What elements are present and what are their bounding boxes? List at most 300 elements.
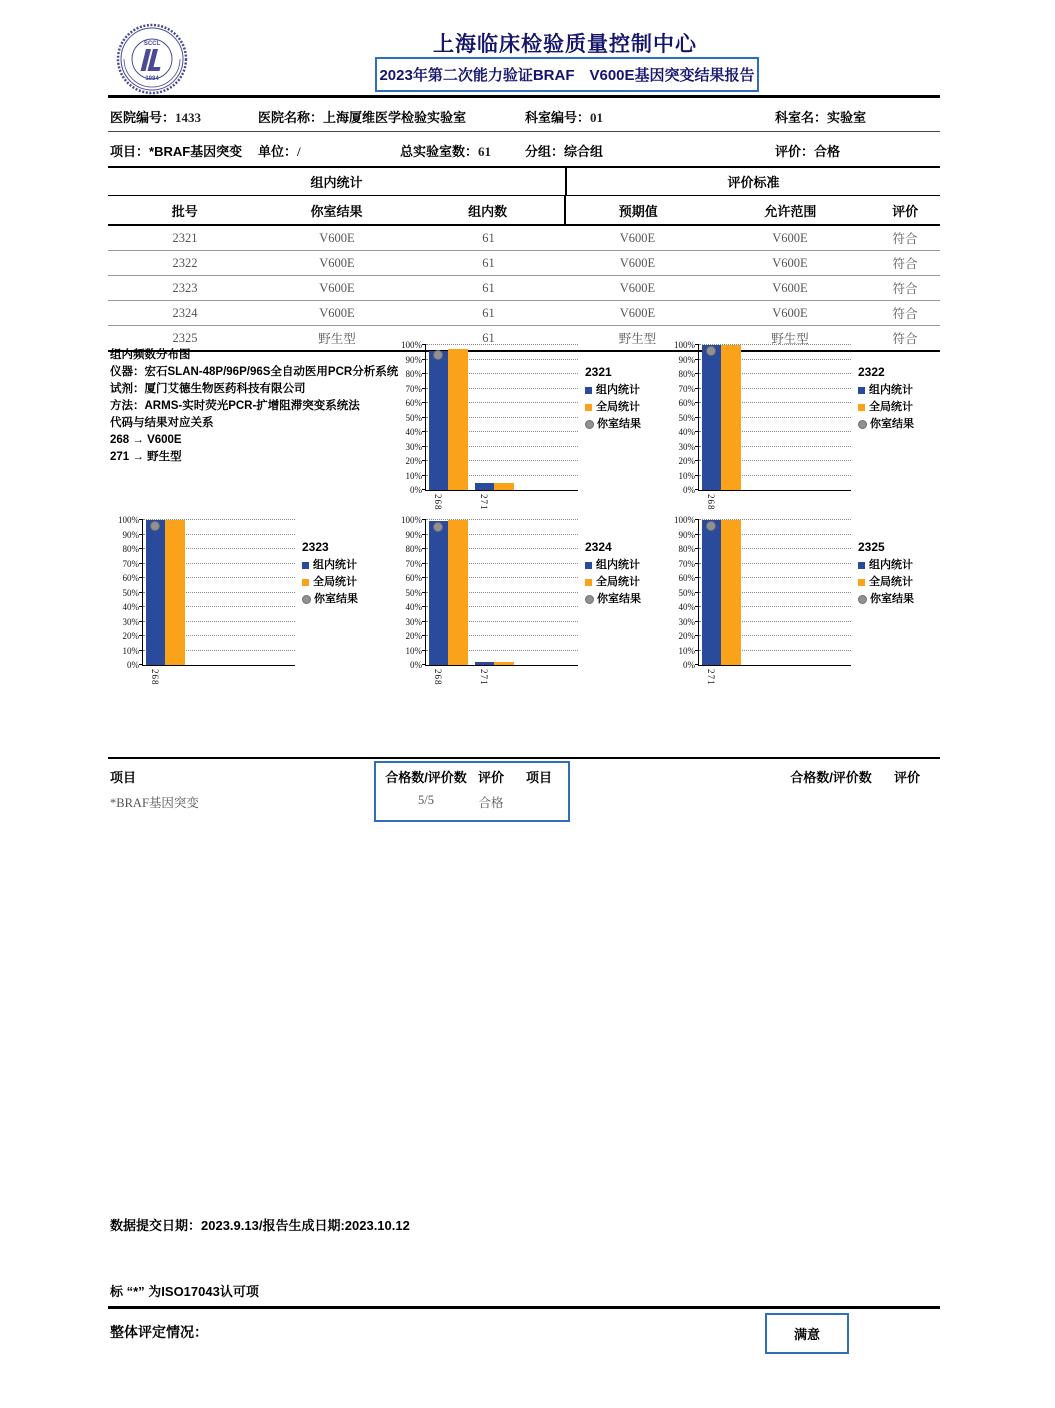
axis-tick bbox=[139, 650, 143, 651]
svg-text:SCCL: SCCL bbox=[143, 41, 161, 47]
axis-tick bbox=[422, 606, 426, 607]
hospital-name-field bbox=[258, 107, 466, 126]
cell-expected: V600E bbox=[619, 255, 656, 270]
x-axis-labels bbox=[426, 667, 578, 697]
axis-tick bbox=[422, 664, 426, 665]
bar-global-stat bbox=[721, 345, 741, 490]
axis-tick bbox=[695, 606, 699, 607]
x-axis-labels bbox=[143, 667, 295, 697]
cell-expected: 野生型 bbox=[618, 332, 657, 346]
legend-item bbox=[858, 382, 914, 399]
results-table bbox=[108, 166, 940, 352]
y-tick-label: 60% bbox=[405, 398, 422, 408]
frequency-chart-2322 bbox=[668, 340, 914, 511]
dept-name-label: 科室名： bbox=[775, 110, 828, 125]
item-field bbox=[110, 141, 242, 160]
code-map-title: 代码与结果对应关系 bbox=[110, 417, 214, 429]
y-tick-label: 60% bbox=[122, 573, 139, 583]
y-tick-label: 90% bbox=[405, 354, 422, 365]
y-tick-label: 50% bbox=[405, 412, 422, 423]
cell-expected: V600E bbox=[619, 305, 656, 320]
axis-tick bbox=[695, 489, 699, 490]
y-tick-label: 20% bbox=[678, 456, 695, 466]
hospital-name-value: 上海厦维医学检验实验室 bbox=[323, 110, 467, 125]
plot-area bbox=[425, 345, 578, 511]
report-title: 2023年第二次能力验证BRAF V600E基因突变结果报告 bbox=[379, 67, 755, 84]
y-tick-label: 50% bbox=[678, 412, 695, 423]
cell-group-count: 61 bbox=[482, 305, 495, 320]
y-tick-label: 40% bbox=[405, 602, 422, 612]
table-row bbox=[108, 226, 940, 251]
cell-allowed: V600E bbox=[772, 255, 808, 270]
y-tick-label: 40% bbox=[405, 427, 422, 437]
eval-field bbox=[775, 141, 840, 160]
chart-legend bbox=[858, 520, 914, 608]
col-allowed: 允许范围 bbox=[764, 203, 817, 219]
frequency-chart-2323 bbox=[112, 515, 358, 686]
method-line: 方法：ARMS-实时荧光PCR-扩增阻滞突变系统法 bbox=[110, 400, 360, 412]
eval-value: 合格 bbox=[814, 144, 841, 159]
legend-item bbox=[858, 591, 914, 608]
y-tick-label: 0% bbox=[410, 660, 422, 670]
cell-eval: 符合 bbox=[892, 257, 918, 271]
legend-square-icon bbox=[858, 562, 865, 569]
x-tick-label: 271 bbox=[706, 669, 716, 686]
y-tick-label: 80% bbox=[678, 544, 695, 554]
y-tick-label: 20% bbox=[122, 631, 139, 641]
y-tick-label: 90% bbox=[678, 354, 695, 365]
code-map-268: 268 → V600E bbox=[110, 434, 182, 446]
bar-group-stat bbox=[429, 351, 448, 490]
plot-area bbox=[698, 520, 851, 686]
iso-note: 标 “*” 为ISO17043认可项 bbox=[110, 1284, 259, 1299]
legend-item bbox=[858, 574, 914, 591]
legend-square-icon bbox=[858, 579, 865, 586]
cell-your-result: V600E bbox=[319, 280, 355, 295]
bar-group-stat bbox=[429, 521, 448, 665]
legend-square-icon bbox=[858, 404, 865, 411]
bar-global-stat bbox=[494, 662, 514, 665]
bar-global-stat bbox=[165, 520, 185, 665]
reagent-line: 试剂：厦门艾德生物医药科技有限公司 bbox=[110, 383, 306, 395]
dept-no-field bbox=[525, 107, 603, 126]
cell-batch: 2321 bbox=[172, 230, 198, 245]
summary-col-item: 项目 bbox=[110, 770, 137, 785]
y-tick-label: 30% bbox=[405, 441, 422, 452]
plot-area bbox=[142, 520, 295, 686]
eval-label: 评价： bbox=[775, 144, 815, 159]
table-column-header bbox=[108, 196, 940, 226]
summary-col-eval: 评价 bbox=[477, 770, 504, 785]
axis-tick bbox=[695, 577, 699, 578]
your-result-dot bbox=[150, 521, 160, 531]
legend-square-icon bbox=[585, 387, 592, 394]
total-labs-value: 61 bbox=[478, 144, 492, 159]
axis-tick bbox=[422, 489, 426, 490]
divider bbox=[108, 757, 940, 759]
axis-tick bbox=[695, 388, 699, 389]
axis-tick bbox=[422, 577, 426, 578]
legend-item bbox=[585, 382, 641, 399]
y-tick-label: 20% bbox=[405, 631, 422, 641]
col-your-result: 你室结果 bbox=[310, 203, 363, 219]
cell-your-result: 野生型 bbox=[318, 332, 356, 346]
axis-tick bbox=[422, 373, 426, 374]
axis-tick bbox=[695, 635, 699, 636]
dept-no-value: 01 bbox=[590, 110, 604, 125]
divider bbox=[108, 95, 940, 98]
summary-col-pass: 合格数/评价数 bbox=[385, 770, 467, 785]
y-tick-label: 0% bbox=[683, 485, 695, 495]
y-axis bbox=[395, 340, 425, 495]
col-eval: 评价 bbox=[892, 203, 919, 219]
legend-label: 你室结果 bbox=[870, 593, 914, 605]
axis-tick bbox=[695, 460, 699, 461]
legend-label: 你室结果 bbox=[597, 418, 641, 430]
legend-dot-icon bbox=[585, 420, 594, 429]
y-tick-label: 30% bbox=[122, 616, 139, 627]
bar-global-stat bbox=[721, 520, 741, 665]
axis-tick bbox=[422, 592, 426, 593]
legend-item bbox=[585, 591, 641, 608]
bar-group-stat bbox=[475, 662, 494, 665]
hospital-name-label: 医院名称： bbox=[258, 110, 324, 125]
axis-tick bbox=[695, 548, 699, 549]
bar-global-stat bbox=[448, 349, 468, 490]
legend-batch-title: 2322 bbox=[858, 365, 885, 379]
axis-tick bbox=[139, 577, 143, 578]
y-tick-label: 0% bbox=[127, 660, 139, 670]
y-tick-label: 50% bbox=[405, 587, 422, 598]
summary-col-item2: 项目 bbox=[525, 770, 552, 785]
axis-tick bbox=[422, 359, 426, 360]
y-tick-label: 80% bbox=[405, 369, 422, 379]
chart-legend bbox=[585, 345, 641, 433]
axis-tick bbox=[139, 548, 143, 549]
axis-tick bbox=[422, 621, 426, 622]
axis-tick bbox=[695, 344, 699, 345]
y-axis bbox=[112, 515, 142, 670]
y-tick-label: 70% bbox=[405, 558, 422, 569]
axis-tick bbox=[422, 417, 426, 418]
axis-tick bbox=[422, 563, 426, 564]
dept-no-label: 科室编号： bbox=[525, 110, 591, 125]
your-result-dot bbox=[706, 521, 716, 531]
axis-tick bbox=[139, 621, 143, 622]
legend-dot-icon bbox=[585, 595, 594, 604]
legend-item bbox=[302, 591, 358, 608]
instrument-line: 仪器：宏石SLAN-48P/96P/96S全自动医用PCR分析系统 bbox=[110, 366, 399, 378]
y-tick-label: 40% bbox=[678, 427, 695, 437]
cell-batch: 2324 bbox=[172, 305, 198, 320]
axis-tick bbox=[422, 650, 426, 651]
y-tick-label: 30% bbox=[678, 616, 695, 627]
legend-item bbox=[302, 557, 358, 574]
frequency-chart-2321 bbox=[395, 340, 641, 511]
frequency-chart-2325 bbox=[668, 515, 914, 686]
y-tick-label: 10% bbox=[405, 645, 422, 656]
table-row bbox=[108, 301, 940, 326]
legend-label: 全局统计 bbox=[869, 401, 913, 413]
bar-group-stat bbox=[702, 520, 721, 665]
axis-tick bbox=[695, 402, 699, 403]
hospital-no-label: 医院编号： bbox=[110, 110, 176, 125]
y-tick-label: 90% bbox=[405, 529, 422, 540]
cell-expected: V600E bbox=[619, 280, 656, 295]
y-tick-label: 100% bbox=[118, 515, 139, 525]
y-tick-label: 10% bbox=[122, 645, 139, 656]
group-header-criteria: 评价标准 bbox=[565, 168, 940, 195]
your-result-dot bbox=[706, 346, 716, 356]
overall-evaluation-box bbox=[765, 1313, 849, 1354]
unit-label: 单位： bbox=[258, 144, 298, 159]
cell-allowed: V600E bbox=[772, 305, 808, 320]
y-tick-label: 80% bbox=[122, 544, 139, 554]
cell-your-result: V600E bbox=[319, 255, 355, 270]
table-row bbox=[108, 251, 940, 276]
x-tick-label: 271 bbox=[479, 494, 489, 511]
sccl-seal-icon bbox=[112, 22, 192, 96]
y-tick-label: 30% bbox=[405, 616, 422, 627]
legend-label: 你室结果 bbox=[314, 593, 358, 605]
axis-tick bbox=[422, 519, 426, 520]
axis-tick bbox=[695, 431, 699, 432]
axis-tick bbox=[422, 402, 426, 403]
y-tick-label: 100% bbox=[401, 340, 422, 350]
total-labs-field bbox=[400, 141, 491, 160]
y-tick-label: 10% bbox=[678, 645, 695, 656]
legend-label: 组内统计 bbox=[596, 384, 640, 396]
item-label: 项目： bbox=[110, 144, 150, 159]
axis-tick bbox=[422, 388, 426, 389]
y-tick-label: 70% bbox=[122, 558, 139, 569]
report-title-box bbox=[375, 57, 759, 92]
cell-your-result: V600E bbox=[319, 305, 355, 320]
axis-tick bbox=[422, 635, 426, 636]
x-tick-label: 271 bbox=[479, 669, 489, 686]
x-tick-label: 268 bbox=[433, 669, 443, 686]
axis-tick bbox=[422, 475, 426, 476]
legend-dot-icon bbox=[858, 420, 867, 429]
total-labs-label: 总实验室数： bbox=[400, 144, 479, 159]
legend-label: 全局统计 bbox=[313, 576, 357, 588]
x-axis-labels bbox=[699, 667, 851, 697]
table-row bbox=[108, 276, 940, 301]
y-axis bbox=[668, 340, 698, 495]
cell-expected: V600E bbox=[619, 230, 656, 245]
col-group-count: 组内数 bbox=[468, 203, 508, 219]
divider bbox=[108, 1306, 940, 1309]
cell-batch: 2323 bbox=[172, 280, 198, 295]
axis-tick bbox=[695, 621, 699, 622]
report-dates: 数据提交日期：2023.9.13/报告生成日期:2023.10.12 bbox=[110, 1218, 410, 1233]
legend-batch-title: 2324 bbox=[585, 540, 612, 554]
bar-group-stat bbox=[702, 345, 721, 490]
cell-group-count: 61 bbox=[482, 280, 495, 295]
hospital-no-value: 1433 bbox=[175, 110, 202, 125]
y-tick-label: 100% bbox=[674, 340, 695, 350]
group-label: 分组： bbox=[525, 144, 565, 159]
y-tick-label: 60% bbox=[678, 573, 695, 583]
y-tick-label: 50% bbox=[678, 587, 695, 598]
y-tick-label: 100% bbox=[674, 515, 695, 525]
axis-tick bbox=[695, 373, 699, 374]
legend-square-icon bbox=[585, 404, 592, 411]
summary-eval-value: 合格 bbox=[478, 796, 504, 810]
legend-item bbox=[858, 399, 914, 416]
x-tick-label: 268 bbox=[433, 494, 443, 511]
axis-tick bbox=[139, 519, 143, 520]
legend-dot-icon bbox=[302, 595, 311, 604]
axis-tick bbox=[422, 460, 426, 461]
legend-item bbox=[858, 557, 914, 574]
x-tick-label: 268 bbox=[706, 494, 716, 511]
y-tick-label: 80% bbox=[405, 544, 422, 554]
cell-batch: 2325 bbox=[172, 330, 198, 345]
axis-tick bbox=[695, 417, 699, 418]
plot-area bbox=[698, 345, 851, 511]
cell-group-count: 61 bbox=[482, 230, 495, 245]
org-title: 上海临床检验质量控制中心 bbox=[433, 33, 697, 56]
axis-tick bbox=[695, 650, 699, 651]
bar-group-stat bbox=[146, 520, 165, 665]
x-axis-labels bbox=[426, 492, 578, 522]
plot-area bbox=[425, 520, 578, 686]
cell-allowed: 野生型 bbox=[771, 332, 809, 346]
dept-name-field bbox=[775, 107, 866, 126]
axis-tick bbox=[139, 635, 143, 636]
axis-tick bbox=[695, 664, 699, 665]
y-tick-label: 90% bbox=[678, 529, 695, 540]
legend-square-icon bbox=[302, 562, 309, 569]
axis-tick bbox=[139, 563, 143, 564]
y-tick-label: 20% bbox=[678, 631, 695, 641]
legend-label: 全局统计 bbox=[596, 576, 640, 588]
summary-col-eval-right: 评价 bbox=[893, 770, 920, 785]
y-tick-label: 0% bbox=[410, 485, 422, 495]
y-tick-label: 60% bbox=[678, 398, 695, 408]
axis-tick bbox=[139, 534, 143, 535]
axis-tick bbox=[695, 359, 699, 360]
legend-square-icon bbox=[585, 579, 592, 586]
cell-batch: 2322 bbox=[172, 255, 198, 270]
bar-global-stat bbox=[494, 483, 514, 490]
cell-allowed: V600E bbox=[772, 230, 808, 245]
y-tick-label: 50% bbox=[122, 587, 139, 598]
axis-tick bbox=[422, 344, 426, 345]
legend-square-icon bbox=[858, 387, 865, 394]
group-field bbox=[525, 141, 603, 160]
unit-field bbox=[258, 141, 301, 160]
dept-name-value: 实验室 bbox=[827, 110, 867, 125]
axis-tick bbox=[139, 606, 143, 607]
chart-legend bbox=[858, 345, 914, 433]
col-expected: 预期值 bbox=[564, 196, 711, 224]
method-info bbox=[110, 347, 402, 466]
y-tick-label: 40% bbox=[122, 602, 139, 612]
y-tick-label: 10% bbox=[678, 470, 695, 481]
cell-your-result: V600E bbox=[319, 230, 355, 245]
cell-eval: 符合 bbox=[892, 332, 918, 346]
axis-tick bbox=[695, 592, 699, 593]
method-info-title: 组内频数分布图 bbox=[110, 349, 191, 361]
legend-item bbox=[585, 416, 641, 433]
y-axis bbox=[395, 515, 425, 670]
y-tick-label: 70% bbox=[405, 383, 422, 394]
y-tick-label: 70% bbox=[678, 558, 695, 569]
y-tick-label: 20% bbox=[405, 456, 422, 466]
col-batch: 批号 bbox=[171, 203, 198, 219]
seal-year: 1984 bbox=[145, 76, 159, 82]
axis-tick bbox=[422, 431, 426, 432]
y-axis bbox=[668, 515, 698, 670]
legend-label: 你室结果 bbox=[597, 593, 641, 605]
y-tick-label: 60% bbox=[405, 573, 422, 583]
item-value: *BRAF基因突变 bbox=[149, 144, 243, 159]
legend-label: 组内统计 bbox=[313, 559, 357, 571]
y-tick-label: 100% bbox=[401, 515, 422, 525]
group-header-intragroup: 组内统计 bbox=[310, 175, 363, 190]
y-tick-label: 70% bbox=[678, 383, 695, 394]
unit-value: / bbox=[297, 144, 301, 159]
gridline bbox=[426, 344, 578, 345]
legend-item bbox=[585, 557, 641, 574]
legend-square-icon bbox=[585, 562, 592, 569]
legend-batch-title: 2325 bbox=[858, 540, 885, 554]
axis-tick bbox=[695, 534, 699, 535]
axis-tick bbox=[139, 664, 143, 665]
overall-evaluation-value: 满意 bbox=[793, 1327, 820, 1342]
axis-tick bbox=[695, 475, 699, 476]
legend-item bbox=[858, 416, 914, 433]
legend-label: 组内统计 bbox=[869, 559, 913, 571]
legend-label: 你室结果 bbox=[870, 418, 914, 430]
summary-col-pass-right: 合格数/评价数 bbox=[790, 770, 872, 785]
y-tick-label: 10% bbox=[405, 470, 422, 481]
legend-label: 全局统计 bbox=[869, 576, 913, 588]
y-tick-label: 80% bbox=[678, 369, 695, 379]
axis-tick bbox=[695, 519, 699, 520]
bar-global-stat bbox=[448, 520, 468, 665]
y-tick-label: 0% bbox=[683, 660, 695, 670]
summary-pass-value: 5/5 bbox=[418, 793, 434, 807]
legend-label: 组内统计 bbox=[596, 559, 640, 571]
axis-tick bbox=[422, 534, 426, 535]
cell-group-count: 61 bbox=[482, 255, 495, 270]
cell-eval: 符合 bbox=[892, 232, 918, 246]
x-axis-labels bbox=[699, 492, 851, 522]
divider bbox=[108, 131, 940, 132]
y-tick-label: 90% bbox=[122, 529, 139, 540]
axis-tick bbox=[139, 592, 143, 593]
hospital-no-field bbox=[110, 107, 201, 126]
cell-eval: 符合 bbox=[892, 307, 918, 321]
legend-label: 组内统计 bbox=[869, 384, 913, 396]
axis-tick bbox=[422, 548, 426, 549]
legend-label: 全局统计 bbox=[596, 401, 640, 413]
axis-tick bbox=[695, 563, 699, 564]
frequency-chart-2324 bbox=[395, 515, 641, 686]
bar-group-stat bbox=[475, 483, 494, 490]
legend-batch-title: 2323 bbox=[302, 540, 329, 554]
legend-batch-title: 2321 bbox=[585, 365, 612, 379]
axis-tick bbox=[695, 446, 699, 447]
code-map-271: 271 → 野生型 bbox=[110, 451, 182, 463]
chart-legend bbox=[585, 520, 641, 608]
legend-square-icon bbox=[302, 579, 309, 586]
group-value: 综合组 bbox=[564, 144, 604, 159]
table-group-header bbox=[108, 168, 940, 196]
